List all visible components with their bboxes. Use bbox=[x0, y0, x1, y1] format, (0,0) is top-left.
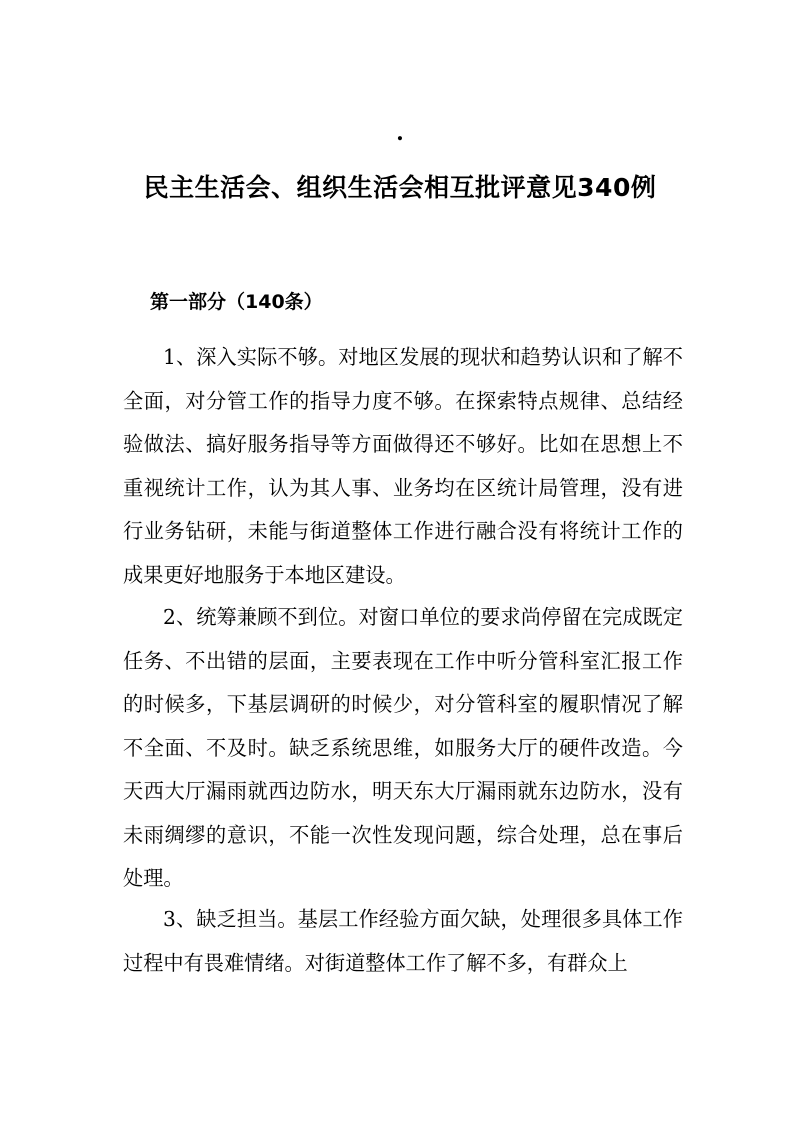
paragraph-3: 3、缺乏担当。基层工作经验方面欠缺，处理很多具体工作过程中有畏难情绪。对街道整体工作了解不多，有群众上 bbox=[123, 907, 683, 975]
paragraph-2: 2、统筹兼顾不到位。对窗口单位的要求尚停留在完成既定任务、不出错的层面，主要表现在工作中听分管科室汇报工作的时候多，下基层调研的时候少，对分管科室的履职情况了解不全面、不及时。缺乏系统思维，如服务大厅的硬件改造。今天西大厅漏雨就西边防水，明天东大厅漏雨就东边防水，没有未雨绸缪的意识，不能一次性发现问题，综合处理，总在事后处理。 bbox=[123, 605, 683, 890]
header-dot: . bbox=[396, 120, 404, 146]
section-heading: 第一部分（140条） bbox=[150, 291, 323, 313]
paragraph-1: 1、深入实际不够。对地区发展的现状和趋势认识和了解不全面，对分管工作的指导力度不够。在探索特点规律、总结经验做法、搞好服务指导等方面做得还不够好。比如在思想上不重视统计工作，认为其人事、业务均在区统计局管理，没有进行业务钻研，未能与街道整体工作进行融合没有将统计工作的成果更好地服务于本地区建设。 bbox=[123, 345, 683, 587]
page-title: 民主生活会、组织生活会相互批评意见340例 bbox=[143, 173, 657, 202]
